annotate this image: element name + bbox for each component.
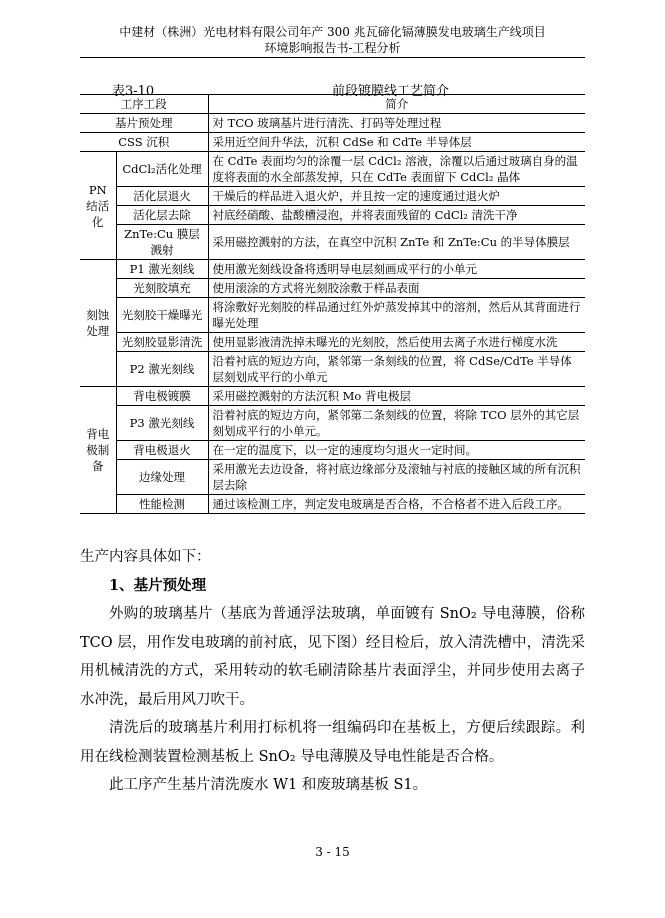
table-row: [80, 495, 585, 514]
section-heading: 1、基片预处理: [109, 576, 207, 594]
desc-cell: 衬底经硝酸、盐酸槽浸泡，并将表面残留的 CdCl₂ 清洗干净: [208, 206, 585, 225]
desc-cell: 对 TCO 玻璃基片进行清洗、打码等处理过程: [208, 114, 585, 133]
table-row: [80, 114, 585, 133]
table-number: 表3-10: [112, 84, 155, 99]
header-section-title: 环境影响报告书-工程分析: [264, 41, 401, 55]
table-row: [80, 187, 585, 206]
group-cell-etching: 刻蚀处理: [80, 260, 116, 387]
paragraph: 外购的玻璃基片（基底为普通浮法玻璃，单面镀有 SnO₂ 导电薄膜，俗称 TCO 层，用作发电玻璃的前衬底，见下图）经目检后，放入清洗槽中，清洗采用机械清洗的方式，采用转动的软毛刷清除基片表面浮尘，并同步使用去离子水冲洗，最后用风刀吹干。: [80, 606, 585, 708]
table-row: [80, 133, 585, 152]
step-cell: 光刻胶填充: [116, 279, 208, 298]
table-row: [80, 298, 585, 333]
desc-cell: 沿着衬底的短边方向，紧邻第二条刻线的位置，将除 TCO 层外的其它层刻划成平行的小单元。: [208, 406, 585, 441]
table-row: [80, 441, 585, 460]
step-cell: 背电极退火: [116, 441, 208, 460]
desc-cell: 采用磁控溅射的方法，在真空中沉积 ZnTe 和 ZnTe:Cu 的半导体膜层: [208, 225, 585, 260]
desc-cell: 在 CdTe 表面均匀的涂覆一层 CdCl₂ 溶液，涂覆以后通过玻璃自身的温度将表面的水全部蒸发掉，只在 CdTe 表面留下 CdCl₂ 晶体: [208, 152, 585, 187]
table-row: [80, 279, 585, 298]
table-row: [80, 387, 585, 406]
desc-cell: 采用近空间升华法，沉积 CdSe 和 CdTe 半导体层: [208, 133, 585, 152]
paragraph: 此工序产生基片清洗废水 W1 和废玻璃基板 S1。: [109, 777, 428, 793]
step-cell: P3 激光刻线: [116, 406, 208, 441]
step-cell: 活化层去除: [116, 206, 208, 225]
table-row: [80, 406, 585, 441]
table-row: [80, 225, 585, 260]
step-cell: CdCl₂活化处理: [116, 152, 208, 187]
desc-cell: 使用显影液清洗掉未曝光的光刻胶，然后使用去离子水进行梯度水洗: [208, 333, 585, 352]
table-header-row: [80, 95, 585, 114]
intro-paragraph: 生产内容具体如下：: [80, 549, 211, 565]
table-row: [80, 260, 585, 279]
step-cell: 背电极镀膜: [116, 387, 208, 406]
header-cell-desc: 简介: [208, 95, 585, 114]
page-header: [0, 24, 665, 56]
desc-cell: 将涂敷好光刻胶的样品通过红外炉蒸发掉其中的溶剂，然后从其背面进行曝光处理: [208, 298, 585, 333]
step-cell: 光刻胶干燥曝光: [116, 298, 208, 333]
step-cell: 活化层退火: [116, 187, 208, 206]
body-text: [80, 543, 585, 800]
group-cell-back-electrode: 背电极制备: [80, 387, 116, 514]
table-row: [80, 152, 585, 187]
desc-cell: 沿着衬底的短边方向，紧邻第一条刻线的位置，将 CdSe/CdTe 半导体层刻划成平行的小单元: [208, 352, 585, 387]
page-number: 3 - 15: [315, 845, 350, 859]
table-row: [80, 333, 585, 352]
desc-cell: 在一定的温度下，以一定的速度均匀退火一定时间。: [208, 441, 585, 460]
step-cell: CSS 沉积: [80, 133, 208, 152]
desc-cell: 采用激光去边设备，将衬底边缘部分及滚轴与衬底的接触区域的所有沉积层去除: [208, 460, 585, 495]
header-project-title: 中建材（株洲）光电材料有限公司年产 300 兆瓦碲化镉薄膜发电玻璃生产线项目: [119, 25, 546, 39]
header-divider: [80, 57, 585, 58]
desc-cell: 采用磁控溅射的方法沉积 Mo 背电极层: [208, 387, 585, 406]
header-cell-step: 工序工段: [80, 95, 208, 114]
table-row: [80, 460, 585, 495]
step-cell: 边缘处理: [116, 460, 208, 495]
step-cell: P2 激光刻线: [116, 352, 208, 387]
desc-cell: 使用滚涂的方式将光刻胶涂敷于样品表面: [208, 279, 585, 298]
paragraph: 清洗后的玻璃基片利用打标机将一组编码印在基板上，方便后续跟踪。利用在线检测装置检测基板上 SnO₂ 导电薄膜及导电性能是否合格。: [80, 720, 585, 765]
table-row: [80, 206, 585, 225]
step-cell: 基片预处理: [80, 114, 208, 133]
step-cell: 性能检测: [116, 495, 208, 514]
group-cell-pn-activation: PN结活化: [80, 152, 116, 260]
desc-cell: 干燥后的样品进入退火炉，并且按一定的速度通过退火炉: [208, 187, 585, 206]
step-cell: P1 激光刻线: [116, 260, 208, 279]
table-row: [80, 352, 585, 387]
table-title: 前段镀膜线工艺简介: [332, 84, 450, 99]
desc-cell: 通过该检测工序，判定发电玻璃是否合格，不合格者不进入后段工序。: [208, 495, 585, 514]
step-cell: ZnTe:Cu 膜层溅射: [116, 225, 208, 260]
table-caption: [80, 68, 585, 99]
process-table: [80, 94, 585, 514]
step-cell: 光刻胶显影清洗: [116, 333, 208, 352]
desc-cell: 使用激光刻线设备将透明导电层刻画成平行的小单元: [208, 260, 585, 279]
